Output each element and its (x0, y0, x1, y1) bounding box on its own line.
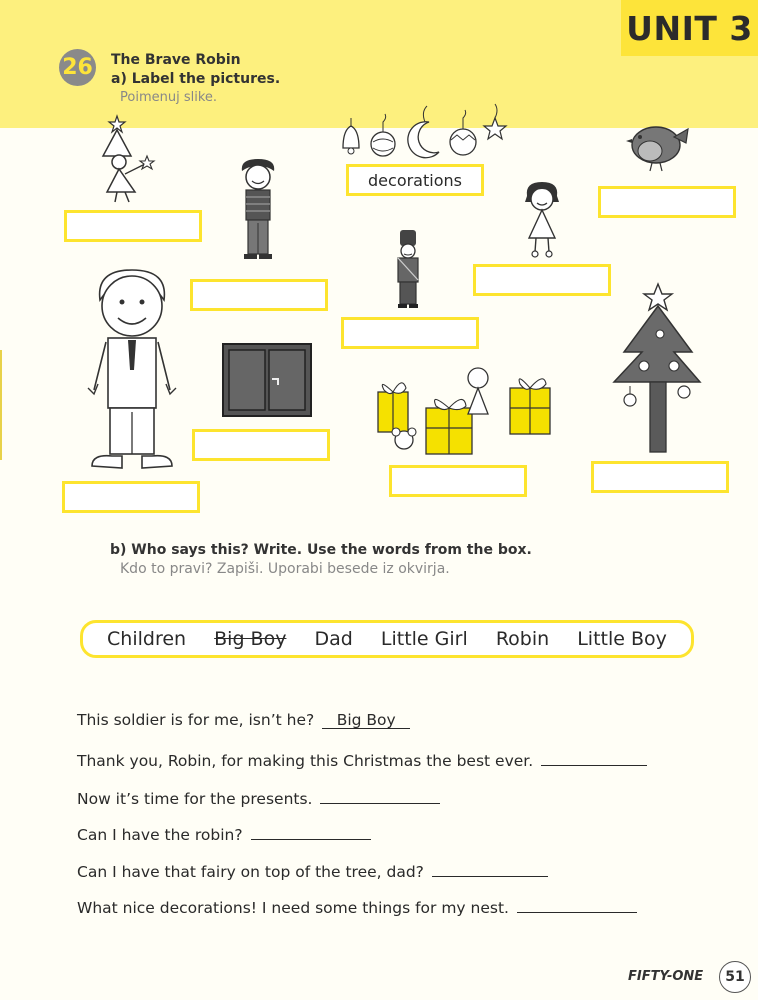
answer-line-6[interactable] (517, 895, 637, 913)
big-boy-illustration (82, 270, 182, 475)
label-box-soldier[interactable] (341, 317, 479, 349)
label-box-window[interactable] (192, 429, 330, 461)
label-box-fairy[interactable] (64, 210, 202, 242)
translation-b: Kdo to pravi? Zapiši. Uporabi besede iz okvirja. (120, 561, 450, 577)
label-box-little-boy[interactable] (190, 279, 328, 311)
sentence-6 (77, 895, 637, 917)
instruction-b: b) Who says this? Write. Use the words from the box. (110, 542, 532, 558)
decorations-illustration (335, 102, 515, 162)
unit-label: UNIT 3 (621, 0, 758, 56)
sentence-text: What nice decorations! I need some things for my nest. (77, 899, 509, 917)
instruction-a: a) Label the pictures. (111, 71, 281, 87)
page-word: FIFTY-ONE (628, 969, 704, 984)
word-dad: Dad (314, 628, 353, 650)
label-box-presents[interactable] (389, 465, 527, 497)
label-box-decorations[interactable]: decorations (346, 164, 484, 196)
sentence-text: Can I have the robin? (77, 826, 243, 844)
page-number: 51 (719, 961, 751, 993)
answer-line-5[interactable] (432, 859, 548, 877)
label-box-little-girl[interactable] (473, 264, 611, 296)
sentence-1 (77, 711, 410, 729)
page-edge-marker (0, 350, 2, 460)
sentence-text: Thank you, Robin, for making this Christmas the best ever. (77, 752, 534, 770)
exercise-title: The Brave Robin (111, 52, 241, 68)
answer-line-2[interactable] (541, 748, 647, 766)
robin-illustration (622, 115, 692, 175)
word-little-boy: Little Boy (577, 628, 667, 650)
window-illustration (222, 343, 312, 417)
exercise-number: 26 (59, 49, 96, 86)
translation-a: Poimenuj slike. (120, 90, 218, 105)
label-box-tree[interactable] (591, 461, 729, 493)
label-box-robin[interactable] (598, 186, 736, 218)
word-little-girl: Little Girl (380, 628, 468, 650)
sentence-5 (77, 859, 548, 881)
word-box (80, 620, 694, 658)
sentence-2 (77, 748, 647, 770)
sentence-3 (77, 786, 440, 808)
answer-line-4[interactable] (251, 822, 371, 840)
little-boy-illustration (228, 157, 288, 262)
sentence-text: Can I have that fairy on top of the tree, dad? (77, 863, 424, 881)
presents-illustration (360, 362, 560, 462)
sentence-4 (77, 822, 371, 844)
sentence-text: Now it’s time for the presents. (77, 790, 313, 808)
soldier-illustration (388, 230, 428, 310)
word-robin: Robin (495, 628, 550, 650)
sentence-text: This soldier is for me, isn’t he? (77, 711, 315, 729)
word-big-boy: Big Boy (214, 628, 287, 650)
answer-line-3[interactable] (320, 786, 440, 804)
little-girl-illustration (515, 182, 570, 260)
fairy-illustration (95, 112, 165, 207)
answer-line-1[interactable]: Big Boy (322, 711, 410, 729)
christmas-tree-illustration (604, 282, 709, 457)
label-box-big-boy[interactable] (62, 481, 200, 513)
word-children: Children (107, 628, 187, 650)
